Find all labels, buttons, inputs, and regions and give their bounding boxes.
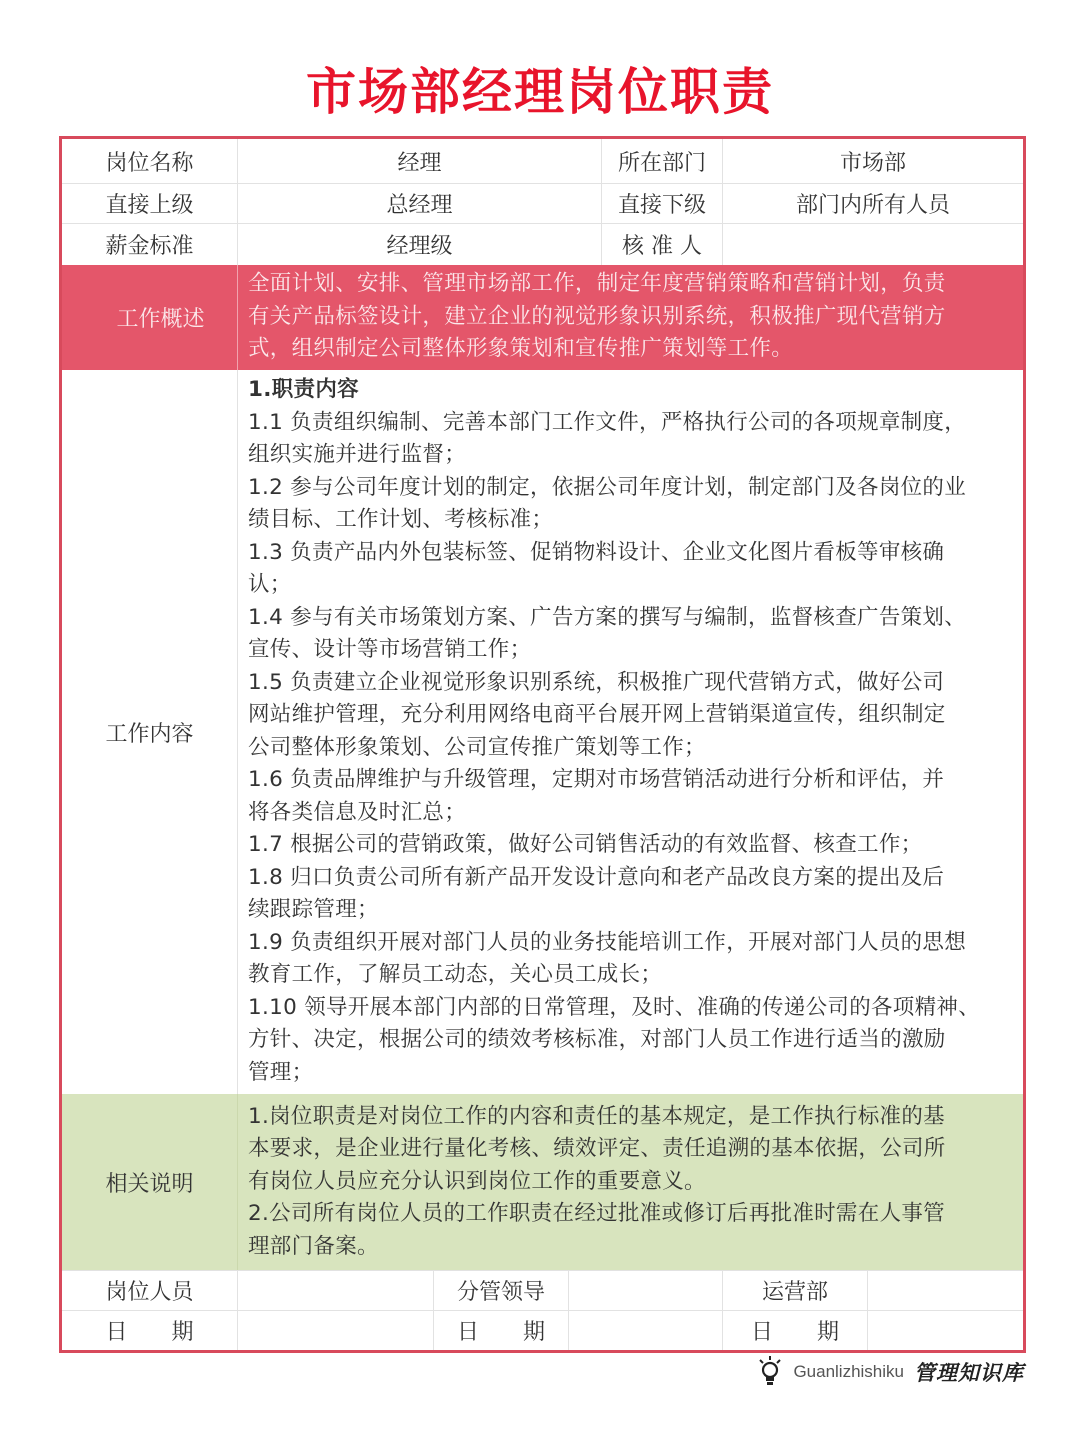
overview-row [62,265,1023,370]
overview-line: 式，组织制定公司整体形象策划和宣传推广策划等工作。 [248,336,794,361]
brand-watermark [757,1354,1024,1390]
approver-value [723,224,1023,265]
leader-date-label: 日 期 [434,1311,569,1350]
leader-label: 分管领导 [434,1271,569,1310]
notes-line: 2.公司所有岗位人员的工作职责在经过批准或修订后再批准时需在人事管 [248,1201,945,1227]
notes-label: 相关说明 [62,1094,238,1270]
lightbulb-icon [757,1355,783,1389]
department-value: 市场部 [839,150,906,176]
content-line: 1.6 负责品牌维护与升级管理，定期对市场营销活动进行分析和评估，并 [248,767,945,792]
superior-label: 直接上级 [62,184,238,223]
content-heading: 1.职责内容 [248,377,359,402]
staff-date-label: 日 期 [62,1311,238,1350]
notes-line: 本要求，是企业进行量化考核、绩效评定、责任追溯的基本依据，公司所 [248,1136,946,1162]
subordinate-value: 部门内所有人员 [795,193,950,218]
content-line: 1.5 负责建立企业视觉形象识别系统，积极推广现代营销方式，做好公司 [248,669,945,695]
signature-row [62,1311,1023,1350]
content-line: 1.4 参与有关市场策划方案、广告方案的撰写与编制，监督核查广告策划、 [248,604,967,630]
notes-line: 有岗位人员应充分认识到岗位工作的重要意义。 [248,1168,706,1194]
salary-label: 薪金标准 [62,224,238,265]
content-line: 公司整体形象策划、公司宣传推广策划等工作； [248,734,706,760]
operations-sign-field[interactable] [868,1271,1023,1310]
leader-sign-field[interactable] [569,1271,723,1310]
position-name-label: 岗位名称 [62,139,238,183]
info-row [62,184,1023,224]
signature-row [62,1270,1023,1311]
content-line: 管理； [248,1059,314,1085]
notes-row [62,1094,1023,1270]
subordinate-label: 直接下级 [602,184,723,223]
content-label: 工作内容 [62,370,238,1094]
content-line: 1.2 参与公司年度计划的制定，依据公司年度计划，制定部门及各岗位的业 [248,474,967,500]
department-label: 所在部门 [602,139,723,183]
brand-english: Guanlizhishiku [793,1362,904,1381]
content-line: 1.10 领导开展本部门内部的日常管理，及时、准确的传递公司的各项精神、 [248,994,981,1020]
content-line: 续跟踪管理； [248,897,379,922]
staff-date-field[interactable] [238,1311,434,1350]
overview-text [238,265,1023,370]
content-row [62,370,1023,1094]
position-name-value: 经理 [238,139,602,183]
overview-label: 工作概述 [62,265,238,370]
staff-label: 岗位人员 [62,1271,238,1310]
superior-value: 总经理 [238,184,602,223]
operations-date-field[interactable] [868,1311,1023,1350]
notes-line: 理部门备案。 [248,1233,379,1259]
content-line: 1.3 负责产品内外包装标签、促销物料设计、企业文化图片看板等审核确 [248,539,945,565]
notes-text [238,1094,1023,1270]
content-text [238,370,1023,1094]
content-line: 将各类信息及时汇总； [248,799,467,825]
notes-line: 1.岗位职责是对岗位工作的内容和责任的基本规定，是工作执行标准的基 [248,1103,945,1129]
content-line: 网站维护管理，充分利用网络电商平台展开网上营销渠道宣传，组织制定 [248,702,946,727]
content-line: 1.1 负责组织编制、完善本部门工作文件，严格执行公司的各项规章制度， [248,409,967,435]
info-row [62,224,1023,265]
content-line: 组织实施并进行监督； [248,442,467,467]
content-line: 认； [248,572,292,597]
content-line: 1.8 归口负责公司所有新产品开发设计意向和老产品改良方案的提出及后 [248,864,945,890]
job-responsibility-table [59,136,1026,1353]
leader-date-field[interactable] [569,1311,723,1350]
brand-chinese: 管理知识库 [914,1360,1024,1385]
approver-label: 核 准 人 [602,224,723,265]
content-line: 教育工作，了解员工动态，关心员工成长； [248,962,663,987]
overview-line: 全面计划、安排、管理市场部工作，制定年度营销策略和营销计划，负责 [248,271,946,296]
content-line: 方针、决定，根据公司的绩效考核标准，对部门人员工作进行适当的激励 [248,1027,946,1052]
page-title: 市场部经理岗位职责 [306,63,774,121]
content-line: 1.9 负责组织开展对部门人员的业务技能培训工作，开展对部门人员的思想 [248,929,967,955]
overview-line: 有关产品标签设计，建立企业的视觉形象识别系统，积极推广现代营销方 [248,303,946,329]
salary-value: 经理级 [238,224,602,265]
content-line: 宣传、设计等市场营销工作； [248,637,532,662]
staff-sign-field[interactable] [238,1271,434,1310]
content-line: 绩目标、工作计划、考核标准； [248,507,554,532]
info-row [62,139,1023,184]
content-line: 1.7 根据公司的营销政策，做好公司销售活动的有效监督、核查工作； [248,832,923,857]
operations-label: 运营部 [723,1271,868,1310]
operations-date-label: 日 期 [723,1311,868,1350]
